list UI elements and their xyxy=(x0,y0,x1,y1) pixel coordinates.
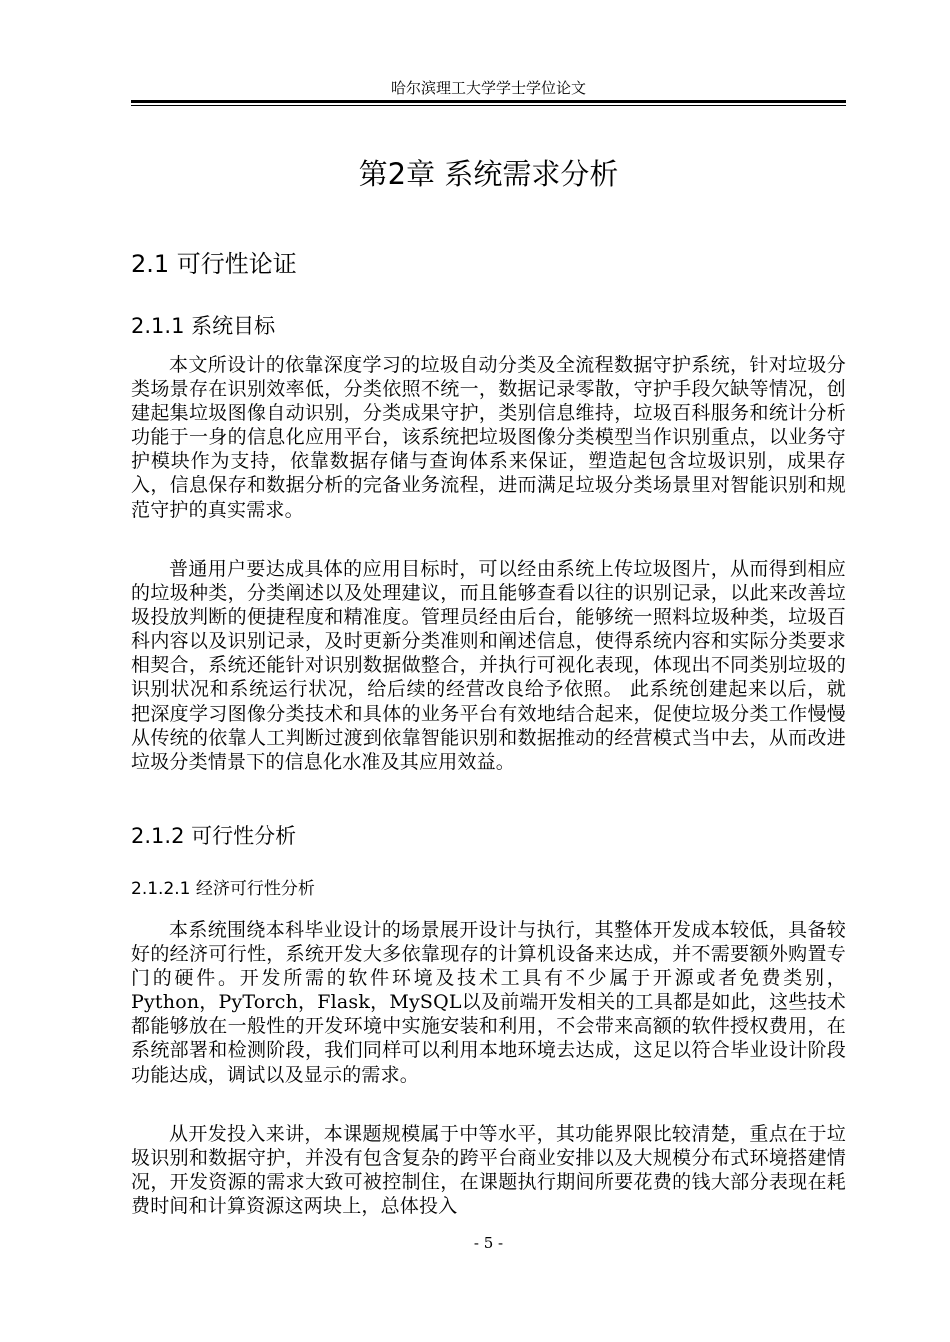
subsection-heading-feasibility: 2.1.2 可行性分析 xyxy=(131,824,297,848)
section-heading: 2.1 可行性论证 xyxy=(131,250,297,278)
paragraph-goals-2: 普通用户要达成具体的应用目标时，可以经由系统上传垃圾图片，从而得到相应的垃圾种类，分类阐述以及处理建议，而且能够查看以往的识别记录，以此来改善垃圾投放判断的便捷程度和精准度。管理员经由后台，能够统一照料垃圾种类，垃圾百科内容以及识别记录，及时更新分类准则和阐述信息，使得系统内容和实际分类要求相契合，系统还能针对识别数据做整合，并执行可视化表现，体现出不同类别垃圾的识别状况和系统运行状况，给后续的经营改良给予依照。 此系统创建起来以后，就把深度学习图像分类技术和具体的业务平台有效地结合起来，促使垃圾分类工作慢慢从传统的依靠人工判断过渡到依靠智能识别和数据推动的经营模式当中去，从而改进垃圾分类情景下的信息化水准及其应用效益。 xyxy=(131,558,846,773)
paragraph-economic-1: 本系统围绕本科毕业设计的场景展开设计与执行，其整体开发成本较低，具备较好的经济可行性，系统开发大多依靠现存的计算机设备来达成，并不需要额外购置专门的硬件。开发所需的软件环境及技术工具有不少属于开源或者免费类别，Python，PyTorch，Flask，MySQL以及前端开发相关的工具都是如此，这些技术都能够放在一般性的开发环境中实施安装和利用，不会带来高额的软件授权费用，在系统部署和检测阶段，我们同样可以利用本地环境去达成，这足以符合毕业设计阶段功能达成，调试以及显示的需求。 xyxy=(131,919,846,1086)
paragraph-economic-2: 从开发投入来讲，本课题规模属于中等水平，其功能界限比较清楚，重点在于垃圾识别和数据守护，并没有包含复杂的跨平台商业安排以及大规模分布式环境搭建情况，开发资源的需求大致可被控制住，在课题执行期间所要花费的钱大部分表现在耗费时间和计算资源这两块上，总体投入 xyxy=(131,1123,846,1218)
subsubsection-heading-economic: 2.1.2.1 经济可行性分析 xyxy=(131,879,315,899)
chapter-title: 第2章 系统需求分析 xyxy=(358,157,619,191)
paragraph-goals-1: 本文所设计的依靠深度学习的垃圾自动分类及全流程数据守护系统，针对垃圾分类场景存在识别效率低，分类依照不统一，数据记录零散，守护手段欠缺等情况，创建起集垃圾图像自动识别，分类成果守护，类别信息维持，垃圾百科服务和统计分析功能于一身的信息化应用平台，该系统把垃圾图像分类模型当作识别重点，以业务守护模块作为支持，依靠数据存储与查询体系来保证，塑造起包含垃圾识别，成果存入，信息保存和数据分析的完备业务流程，进而满足垃圾分类场景里对智能识别和规范守护的真实需求。 xyxy=(131,354,846,521)
page-number: - 5 - xyxy=(473,1234,504,1252)
header-rule-thin xyxy=(131,105,846,106)
running-header: 哈尔滨理工大学学士学位论文 xyxy=(390,79,586,97)
header-rule-thick xyxy=(131,100,846,103)
subsection-heading-goals: 2.1.1 系统目标 xyxy=(131,314,276,338)
